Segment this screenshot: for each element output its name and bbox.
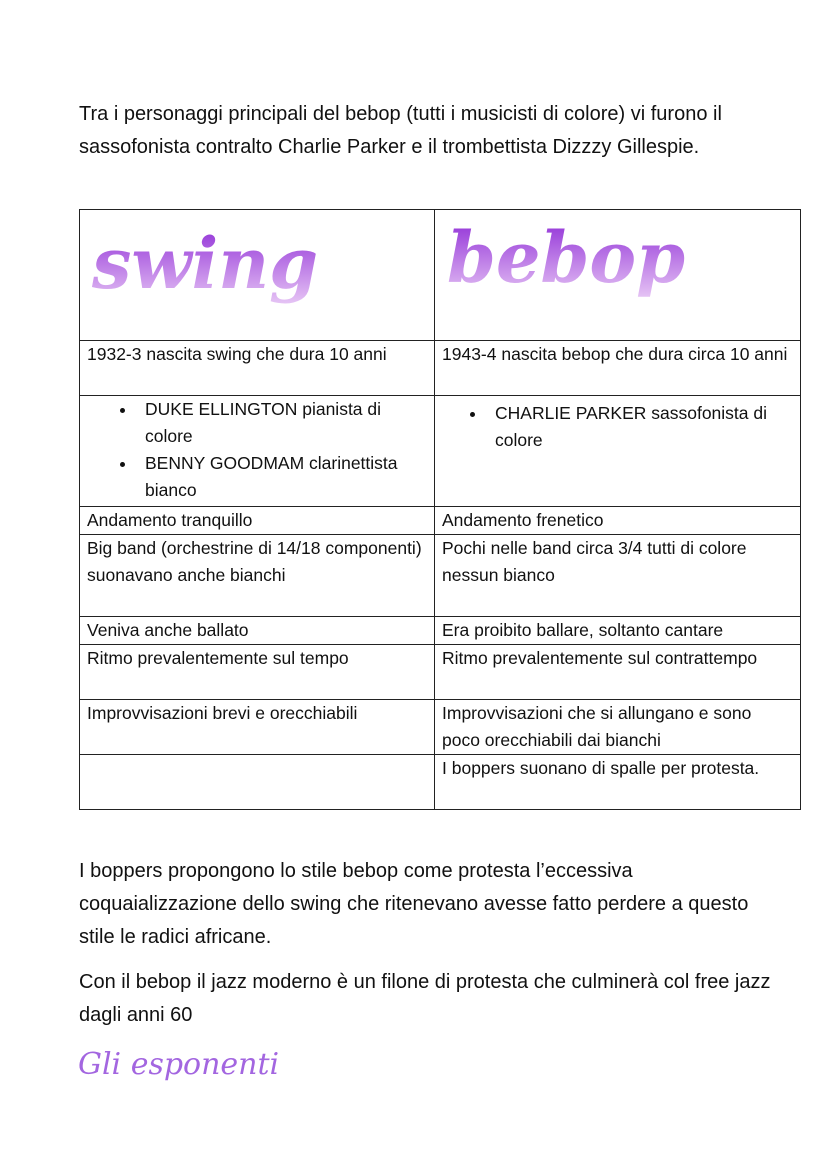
table-row: [80, 507, 801, 535]
table-row: [80, 341, 801, 396]
table-row: [80, 535, 801, 617]
bebop-names-list: [442, 400, 794, 454]
free-jazz-paragraph: Con il bebop il jazz moderno è un filone di protesta che culminerà col free jazz dagli anni 60: [79, 971, 771, 1026]
table-cell: 1943-4 nascita bebop che dura circa 10 anni: [435, 341, 801, 396]
swing-names-list: [87, 396, 428, 504]
table-cell: Andamento frenetico: [435, 507, 801, 535]
table-cell: 1932-3 nascita swing che dura 10 anni: [80, 341, 435, 396]
table-cell: Improvvisazioni che si allungano e sono poco orecchiabili dai bianchi: [435, 700, 801, 755]
table-cell: [435, 396, 801, 507]
svg-text:bebop: bebop: [447, 216, 686, 299]
table-row-names: [80, 396, 801, 507]
table-row: [80, 645, 801, 700]
section-heading: [76, 1040, 336, 1090]
list-item: • CHARLIE PARKER sassofonista di colore: [487, 400, 794, 454]
intro-paragraph: Tra i personaggi principali del bebop (tutti i musicisti di colore) vi furono il sassofonista contralto Charlie Parker e il trombettista Dizzzy Gillespie.: [79, 103, 722, 158]
table-header-row: [80, 210, 801, 341]
list-item: • DUKE ELLINGTON pianista di colore: [137, 396, 428, 450]
table-cell: Era proibito ballare, soltanto cantare: [435, 617, 801, 645]
table-cell: Improvvisazioni brevi e orecchiabili: [80, 700, 435, 755]
swing-title: [80, 210, 434, 338]
table-cell: Andamento tranquillo: [80, 507, 435, 535]
list-item: • BENNY GOODMAM clarinettista bianco: [137, 450, 428, 504]
table-cell: Ritmo prevalentemente sul tempo: [80, 645, 435, 700]
table-cell: I boppers suonano di spalle per protesta.: [435, 755, 801, 810]
comparison-table: [79, 209, 801, 810]
header-swing-cell: [80, 210, 435, 341]
conclusion-paragraph: I boppers propongono lo stile bebop come protesta l’eccessiva coquaializzazione dello swing che ritenevano avesse fatto perdere a questo stile le radici africane.: [79, 860, 749, 948]
table-row: [80, 617, 801, 645]
header-bebop-cell: [435, 210, 801, 341]
svg-text:swing: swing: [92, 222, 319, 305]
table-cell: Big band (orchestrine di 14/18 componenti) suonavano anche bianchi: [80, 535, 435, 617]
svg-text:Gli esponenti: Gli esponenti: [78, 1047, 280, 1082]
table-cell: Pochi nelle band circa 3/4 tutti di colore nessun bianco: [435, 535, 801, 617]
table-row: [80, 700, 801, 755]
table-cell: [80, 396, 435, 507]
table-cell: Ritmo prevalentemente sul contrattempo: [435, 645, 801, 700]
table-cell-empty: [80, 755, 435, 810]
bebop-title: [435, 210, 800, 338]
table-row: [80, 755, 801, 810]
table-cell: Veniva anche ballato: [80, 617, 435, 645]
